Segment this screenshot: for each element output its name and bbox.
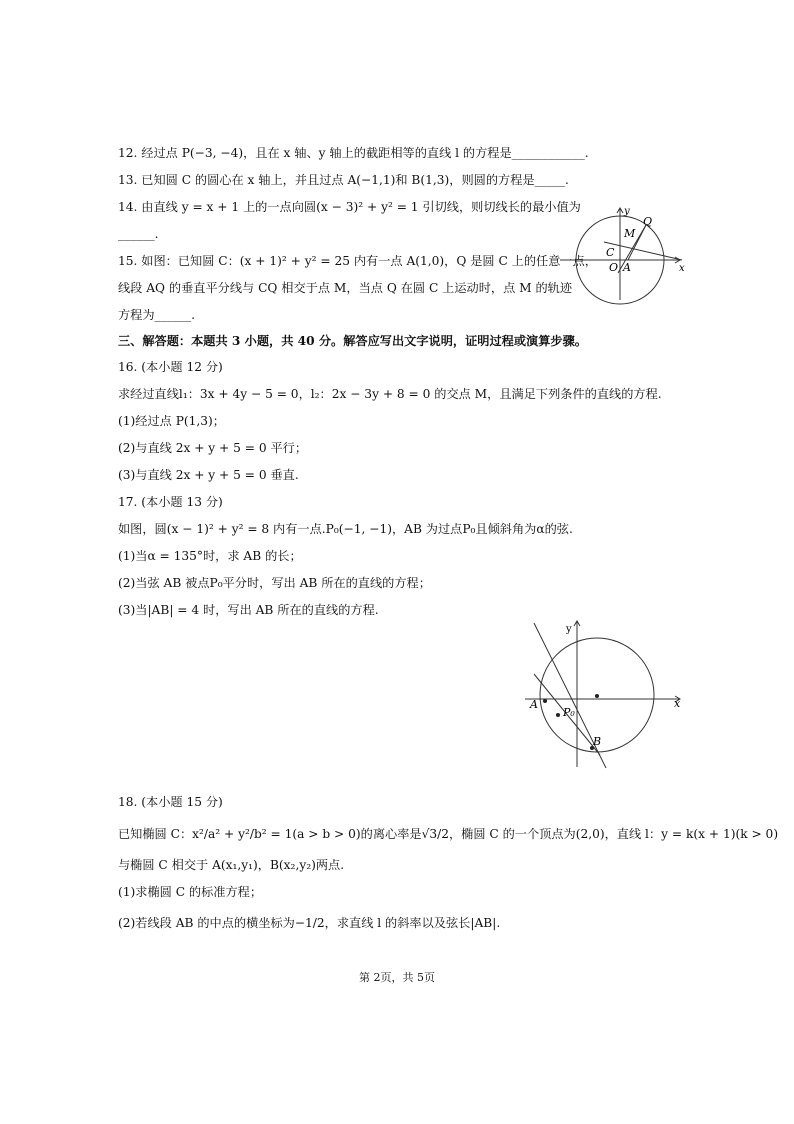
- question-16-part-3: (3)与直线 2x + y + 5 = 0 垂直.: [118, 468, 299, 482]
- page-footer: 第 2页，共 5页: [359, 971, 435, 984]
- label-b: B: [593, 735, 602, 748]
- label-m: M: [624, 227, 636, 240]
- label-a: A: [623, 261, 631, 274]
- question-16-title: 16. (本小题 12 分): [118, 360, 223, 374]
- perpendicular-bisector: [604, 242, 682, 260]
- question-14: 14. 由直线 y = x + 1 上的一点向圆(x − 3)² + y² = 1 引切线，则切线长的最小值为: [118, 200, 581, 214]
- label-y: y: [566, 624, 572, 635]
- label-x: x: [674, 697, 681, 710]
- question-18-stem-cont: 与椭圆 C 相交于 A(x₁,y₁)，B(x₂,y₂)两点.: [118, 858, 345, 872]
- label-c: C: [606, 246, 615, 259]
- question-17-title: 17. (本小题 13 分): [118, 495, 223, 509]
- figure-15-svg: [558, 200, 690, 305]
- label-p0: P₀: [563, 706, 575, 719]
- question-17-part-2: (2)当弦 AB 被点P₀平分时，写出 AB 所在的直线的方程；: [118, 576, 431, 590]
- question-16-part-1: (1)经过点 P(1,3)；: [118, 414, 225, 428]
- question-18-title: 18. (本小题 15 分): [118, 795, 223, 809]
- label-x: x: [679, 263, 685, 274]
- label-y: y: [624, 206, 630, 217]
- section-heading: 三、解答题：本题共 3 小题，共 40 分。解答应写出文字说明，证明过程或演算步骤。: [118, 334, 587, 348]
- question-13: 13. 已知圆 C 的圆心在 x 轴上，并且过点 A(−1,1)和 B(1,3)，则圆的方程是_____.: [118, 173, 569, 187]
- question-15-line-1: 15. 如图：已知圆 C：(x + 1)² + y² = 25 内有一点 A(1,0)，Q 是圆 C 上的任意一点，: [118, 254, 597, 268]
- circle-center: [595, 694, 599, 698]
- figure-15: [558, 200, 690, 305]
- figure-17-svg: [520, 615, 690, 775]
- question-14-blank: ______.: [118, 227, 159, 241]
- question-18-part-2: (2)若线段 AB 的中点的横坐标为−1/2，求直线 l 的斜率以及弦长|AB|.: [118, 916, 501, 930]
- label-o: O: [609, 261, 619, 274]
- question-18-part-1: (1)求椭圆 C 的标准方程；: [118, 885, 263, 899]
- question-17-part-3: (3)当|AB| = 4 时，写出 AB 所在的直线的方程.: [118, 603, 379, 617]
- point-p0: [556, 713, 560, 717]
- point-a: [543, 699, 547, 703]
- label-a: A: [530, 698, 538, 711]
- question-18-stem: 已知椭圆 C：x²/a² + y²/b² = 1(a > b > 0)的离心率是√3/2，椭圆 C 的一个顶点为(2,0)，直线 l：y = k(x + 1)(k > 0): [118, 827, 779, 841]
- question-12: 12. 经过点 P(−3, −4)，且在 x 轴、y 轴上的截距相等的直线 l 的方程是____________.: [118, 146, 589, 160]
- question-15-line-3: 方程为______.: [118, 308, 195, 322]
- question-16-stem: 求经过直线l₁：3x + 4y − 5 = 0，l₂：2x − 3y + 8 = 0 的交点 M，且满足下列条件的直线的方程.: [118, 387, 662, 401]
- question-15-line-2: 线段 AQ 的垂直平分线与 CQ 相交于点 M，当点 Q 在圆 C 上运动时，点 M 的轨迹: [118, 281, 573, 295]
- question-17-part-1: (1)当α = 135°时，求 AB 的长；: [118, 549, 302, 563]
- question-17-stem: 如图，圆(x − 1)² + y² = 8 内有一点.P₀(−1, −1)，AB 为过点P₀且倾斜角为α的弦.: [118, 522, 573, 536]
- figure-17: [520, 615, 690, 775]
- question-16-part-2: (2)与直线 2x + y + 5 = 0 平行；: [118, 441, 308, 455]
- label-q: Q: [643, 215, 653, 228]
